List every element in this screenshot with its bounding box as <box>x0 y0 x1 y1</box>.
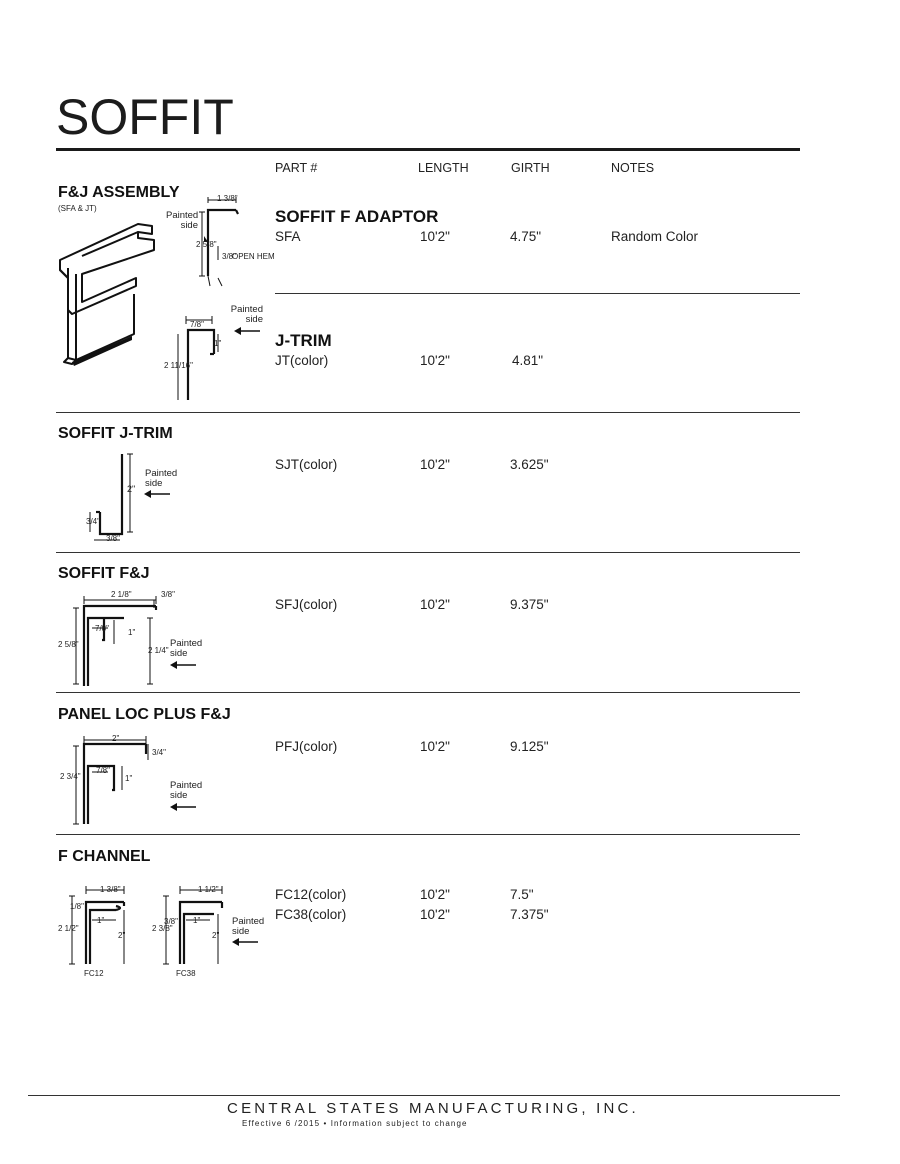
length-jt: 10'2" <box>420 353 450 368</box>
title-divider <box>56 148 800 151</box>
footer-company: CENTRAL STATES MANUFACTURING, INC. <box>227 1100 639 1117</box>
caption-fc38: FC38 <box>176 969 196 978</box>
part-number-sfj: SFJ(color) <box>275 597 338 612</box>
dim-sjt-height: 2" <box>127 484 136 494</box>
girth-sfa: 4.75" <box>510 229 542 244</box>
length-sfa: 10'2" <box>420 229 450 244</box>
dim-sfj-right: 2 1/4" <box>148 646 169 655</box>
sjt-arrow <box>144 489 170 499</box>
dim-jt-height: 2 11/16" <box>164 361 193 370</box>
part-divider <box>275 293 800 294</box>
dim-fc12-hem: 1/8" <box>70 902 84 911</box>
sfj-arrow <box>170 660 196 670</box>
dim-fc12-left: 2 1/2" <box>58 924 79 933</box>
length-fc12: 10'2" <box>420 887 450 902</box>
section-title-f-channel: F CHANNEL <box>58 848 151 865</box>
dim-pfj-inner: 7/8" <box>96 766 110 775</box>
soffit-jtrim-profile <box>82 450 142 546</box>
painted-label-sfj: Painted side <box>170 638 203 659</box>
part-number-sjt: SJT(color) <box>275 457 338 472</box>
painted-label-sfa: Painted side <box>166 210 199 231</box>
dim-sjt-lip: 3/4" <box>86 517 100 526</box>
section-title-soffit-fj: SOFFIT F&J <box>58 565 150 582</box>
girth-sfj: 9.375" <box>510 597 549 612</box>
footer-divider <box>28 1095 840 1096</box>
column-header-notes: NOTES <box>611 161 655 175</box>
section-divider <box>56 412 800 413</box>
fj-assembly-3d-illustration <box>52 222 162 372</box>
fc-arrow <box>232 937 258 947</box>
painted-label-jt: Painted side <box>230 304 263 325</box>
jtrim-arrow <box>234 326 260 336</box>
caption-fc12: FC12 <box>84 969 104 978</box>
dim-sfj-top-lip: 3/8" <box>161 590 175 599</box>
painted-label-pfj: Painted side <box>170 780 203 801</box>
section-title-fj-assembly: F&J ASSEMBLY <box>58 184 180 201</box>
dim-pfj-top: 2" <box>112 734 120 743</box>
open-hem-label: OPEN HEM <box>232 252 275 261</box>
dim-pfj-left: 2 3/4" <box>60 772 81 781</box>
section-subtitle-fj-assembly: (SFA & JT) <box>58 204 97 213</box>
dim-sfj-inner: 7/8" <box>95 624 109 633</box>
girth-pfj: 9.125" <box>510 739 549 754</box>
part-title-sfa: SOFFIT F ADAPTOR <box>275 207 439 226</box>
girth-fc38: 7.375" <box>510 907 549 922</box>
dim-fc38-inner: 1" <box>193 916 201 925</box>
section-divider <box>56 692 800 693</box>
dim-sfj-top: 2 1/8" <box>111 590 132 599</box>
dim-sfa-height: 2 5/8" <box>196 240 217 249</box>
girth-fc12: 7.5" <box>510 887 534 902</box>
column-header-girth: GIRTH <box>511 161 550 175</box>
soffit-fj-profile <box>64 588 174 688</box>
dim-jt-lip: 1" <box>214 339 222 348</box>
part-number-sfa: SFA <box>275 229 301 244</box>
dim-jt-width: 7/8" <box>190 320 204 329</box>
page-title: SOFFIT <box>56 89 234 145</box>
dim-sfa-flange: 1 3/8" <box>217 194 238 203</box>
pfj-arrow <box>170 802 196 812</box>
section-divider <box>56 552 800 553</box>
length-sjt: 10'2" <box>420 457 450 472</box>
column-header-length: LENGTH <box>418 161 469 175</box>
dim-sjt-base: 3/8" <box>106 534 120 543</box>
painted-label-fc: Painted side <box>232 916 265 937</box>
dim-fc38-left: 2 3/8" <box>152 924 173 933</box>
dim-sfj-lip: 1" <box>128 628 136 637</box>
section-title-panel-loc: PANEL LOC PLUS F&J <box>58 706 231 723</box>
girth-jt: 4.81" <box>512 353 544 368</box>
part-number-fc38: FC38(color) <box>275 907 347 922</box>
notes-sfa: Random Color <box>611 229 699 244</box>
part-number-fc12: FC12(color) <box>275 887 347 902</box>
section-divider <box>56 834 800 835</box>
dim-fc38-hem: 3/8" <box>164 917 178 926</box>
section-title-soffit-jtrim: SOFFIT J-TRIM <box>58 425 173 442</box>
girth-sjt: 3.625" <box>510 457 549 472</box>
length-sfj: 10'2" <box>420 597 450 612</box>
footer-note: Effective 6 /2015 • Information subject to change <box>242 1119 468 1128</box>
dim-fc12-right: 2" <box>118 931 126 940</box>
dim-fc12-inner: 1" <box>97 916 105 925</box>
dim-sfa-hem: 3/8" <box>222 252 236 261</box>
dim-fc38-right: 2" <box>212 931 220 940</box>
dim-pfj-top-lip: 3/4" <box>152 748 166 757</box>
column-header-part: PART # <box>275 161 318 175</box>
length-pfj: 10'2" <box>420 739 450 754</box>
dim-sfj-left: 2 5/8" <box>58 640 79 649</box>
part-number-jt: JT(color) <box>275 353 329 368</box>
length-fc38: 10'2" <box>420 907 450 922</box>
part-number-pfj: PFJ(color) <box>275 739 338 754</box>
dim-fc12-top: 1 3/8" <box>100 885 121 894</box>
painted-label-sjt: Painted side <box>145 468 178 489</box>
dim-pfj-lip: 1" <box>125 774 133 783</box>
dim-fc38-top: 1 1/2" <box>198 885 219 894</box>
part-title-jt: J-TRIM <box>275 331 332 350</box>
